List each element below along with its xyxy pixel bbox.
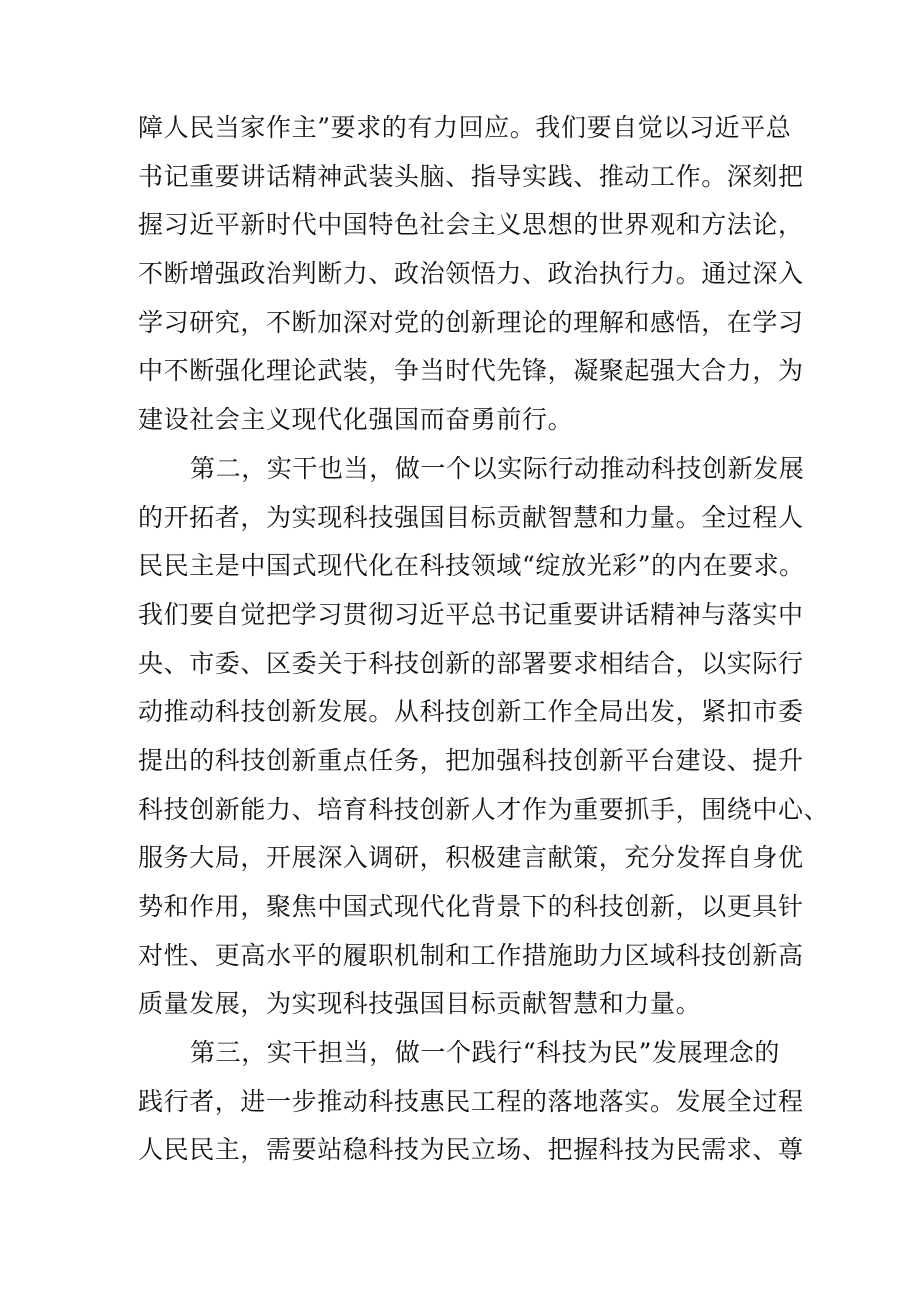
text-line: 我们要自觉把学习贯彻习近平总书记重要讲话精神与落实中 [138,599,804,629]
paragraph-start-line: 第二，实干也当，做一个以实际行动推动科技创新发展 [190,453,805,483]
document-body [138,104,838,1175]
text-line: 提出的科技创新重点任务，把加强科技创新平台建设、提升 [138,745,804,775]
text-line: 书记重要讲话精神武装头脑、指导实践、推动工作。深刻把 [138,161,804,191]
text-line: 践行者，进一步推动科技惠民工程的落地落实。发展全过程 [138,1086,804,1116]
text-line: 人民民主，需要站稳科技为民立场、把握科技为民需求、尊 [138,1135,804,1165]
text-line: 动推动科技创新发展。从科技创新工作全局出发，紧扣市委 [138,697,804,727]
text-line: 势和作用，聚焦中国式现代化背景下的科技创新，以更具针 [138,892,804,921]
text-line: 中不断强化理论武装，争当时代先锋，凝聚起强大合力，为 [138,356,804,386]
text-line: 对性、更高水平的履职机制和工作措施助力区域科技创新高 [138,940,804,970]
text-line: 不断增强政治判断力、政治领悟力、政治执行力。通过深入 [138,259,804,289]
text-line: 质量发展，为实现科技强国目标贡献智慧和力量。 [138,989,702,1019]
text-line: 握习近平新时代中国特色社会主义思想的世界观和方法论， [138,210,804,240]
text-line: 障人民当家作主”要求的有力回应。我们要自觉以习近平总 [138,113,792,142]
text-line: 学习研究，不断加深对党的创新理论的理解和感悟，在学习 [138,307,804,337]
text-line: 建设社会主义现代化强国而奋勇前行。 [138,405,574,435]
text-line: 央、市委、区委关于科技创新的部署要求相结合，以实际行 [138,648,804,678]
text-line: 服务大局，开展深入调研，积极建言献策，充分发挥自身优 [138,843,804,873]
text-line: 民民主是中国式现代化在科技领域“绽放光彩”的内在要求。 [138,551,805,581]
paragraph-start-line: 第三，实干担当，做一个践行“科技为民”发展理念的 [190,1038,780,1068]
text-line: 科技创新能力、培育科技创新人才作为重要抓手，围绕中心、 [138,794,830,824]
text-line: 的开拓者，为实现科技强国目标贡献智慧和力量。全过程人 [138,502,804,532]
